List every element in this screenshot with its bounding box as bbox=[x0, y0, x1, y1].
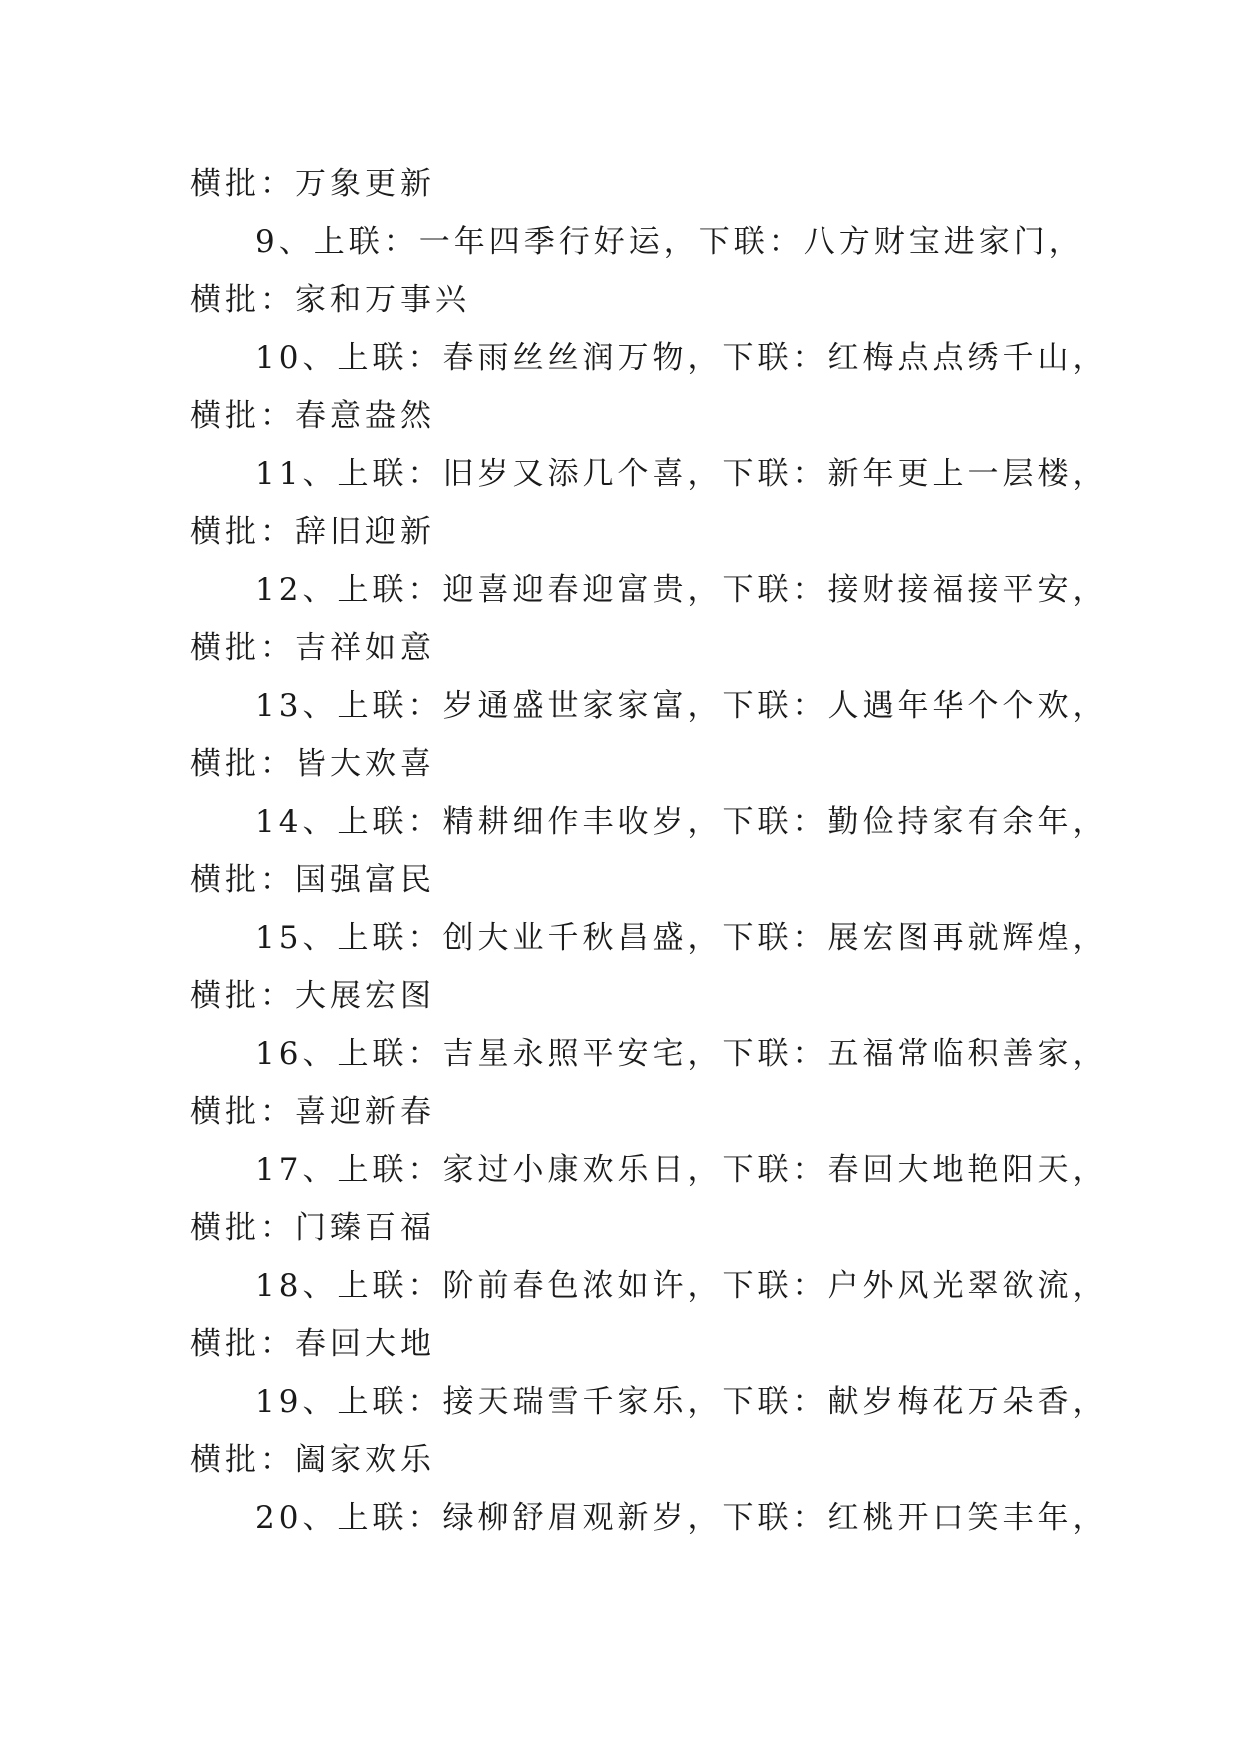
horizontal-scroll-line: 横批：辞旧迎新 bbox=[190, 514, 435, 550]
couplet-line: 10、上联：春雨丝丝润万物，下联：红梅点点绣千山， bbox=[255, 340, 1108, 376]
couplet-line: 14、上联：精耕细作丰收岁，下联：勤俭持家有余年， bbox=[255, 804, 1108, 840]
horizontal-scroll-line: 横批：春回大地 bbox=[190, 1326, 435, 1362]
couplet-line: 16、上联：吉星永照平安宅，下联：五福常临积善家， bbox=[255, 1036, 1108, 1072]
horizontal-scroll-line: 横批：喜迎新春 bbox=[190, 1094, 435, 1130]
horizontal-scroll-line: 横批：阖家欢乐 bbox=[190, 1442, 435, 1478]
couplet-line: 9、上联：一年四季行好运，下联：八方财宝进家门， bbox=[255, 224, 1084, 260]
couplet-line: 15、上联：创大业千秋昌盛，下联：展宏图再就辉煌， bbox=[255, 920, 1108, 956]
text-block bbox=[190, 155, 1108, 1547]
couplet-line: 20、上联：绿柳舒眉观新岁，下联：红桃开口笑丰年， bbox=[255, 1500, 1108, 1536]
horizontal-scroll-line: 横批：国强富民 bbox=[190, 862, 435, 898]
couplet-line: 12、上联：迎喜迎春迎富贵，下联：接财接福接平安， bbox=[255, 572, 1108, 608]
horizontal-scroll-line: 横批：吉祥如意 bbox=[190, 630, 435, 666]
couplet-line: 13、上联：岁通盛世家家富，下联：人遇年华个个欢， bbox=[255, 688, 1108, 724]
horizontal-scroll-line: 横批：春意盎然 bbox=[190, 398, 435, 434]
couplet-line: 19、上联：接天瑞雪千家乐，下联：献岁梅花万朵香， bbox=[255, 1384, 1108, 1420]
horizontal-scroll-line: 横批：大展宏图 bbox=[190, 978, 435, 1014]
couplet-line: 17、上联：家过小康欢乐日，下联：春回大地艳阳天， bbox=[255, 1152, 1108, 1188]
horizontal-scroll-line: 横批：皆大欢喜 bbox=[190, 746, 435, 782]
horizontal-scroll-line: 横批：家和万事兴 bbox=[190, 282, 470, 318]
horizontal-scroll-line: 横批：万象更新 bbox=[190, 166, 435, 202]
couplet-line: 18、上联：阶前春色浓如许，下联：户外风光翠欲流， bbox=[255, 1268, 1108, 1304]
horizontal-scroll-line: 横批：门臻百福 bbox=[190, 1210, 435, 1246]
couplet-line: 11、上联：旧岁又添几个喜，下联：新年更上一层楼， bbox=[255, 456, 1108, 492]
